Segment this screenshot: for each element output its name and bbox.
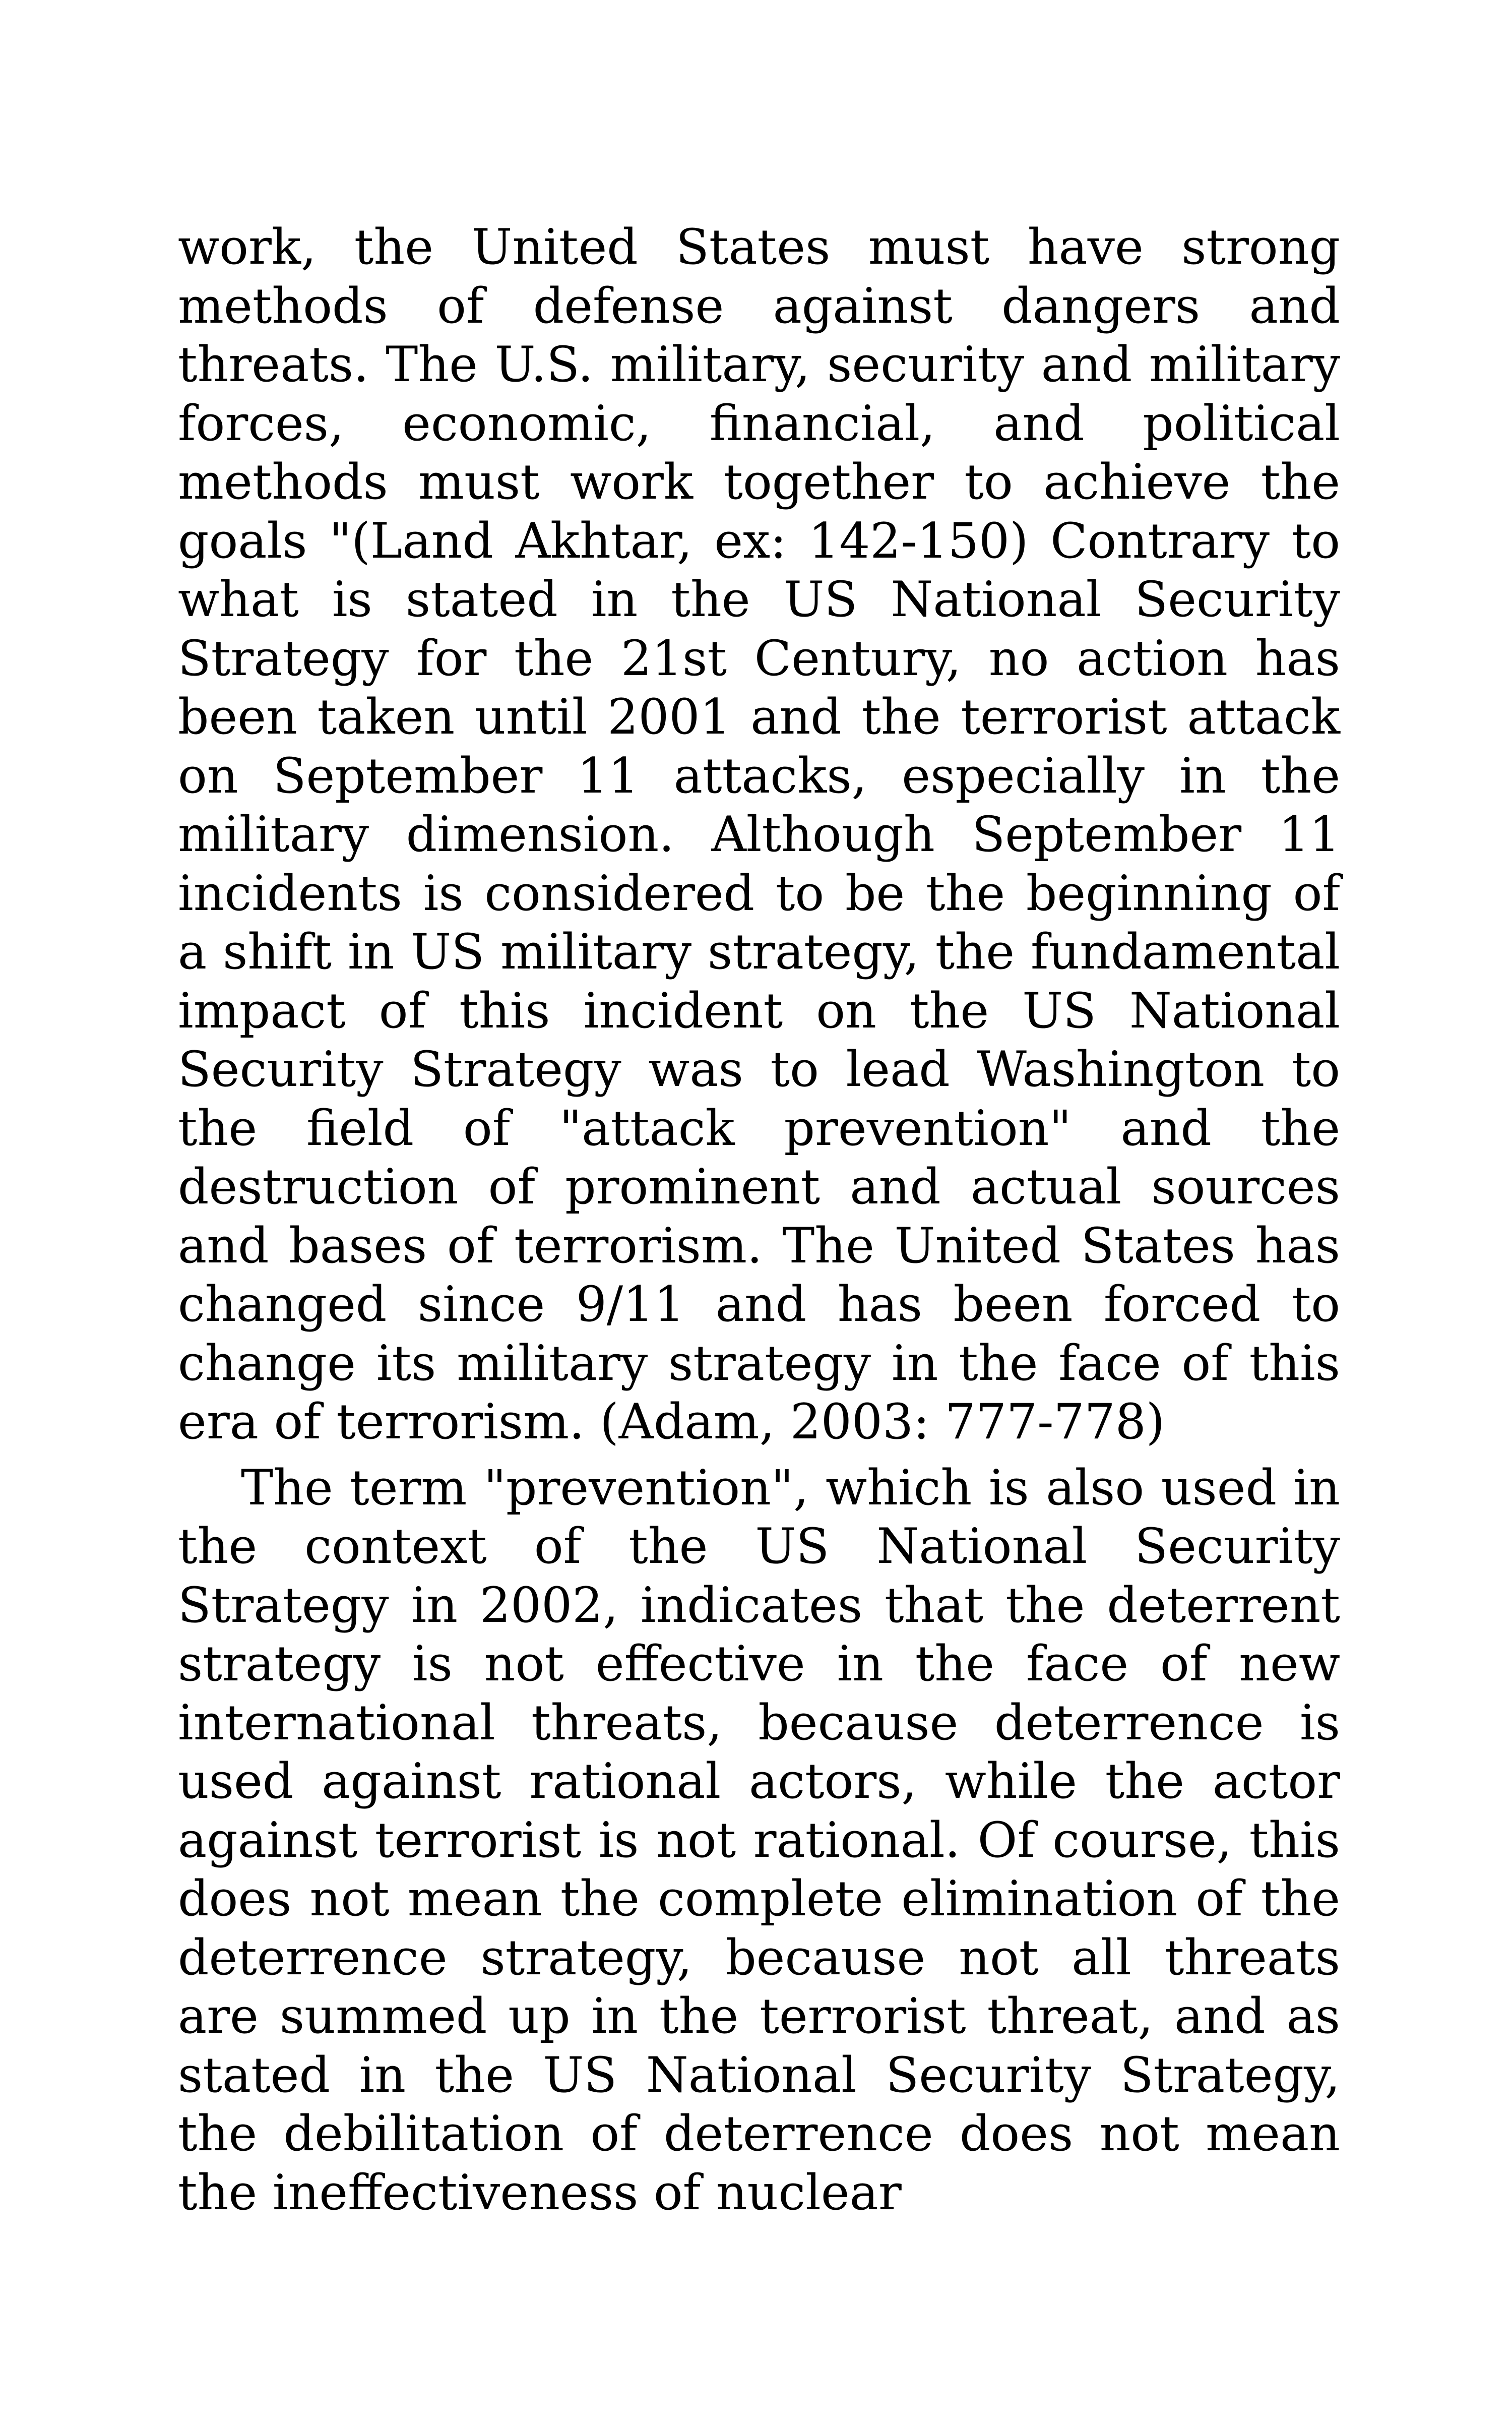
paragraph-prevention: The term "prevention", which is also used in the context of the US National Security Strategy in 2002, indicates that the deterrent strategy is not effective in the face of new international threats, because deterrence is used against rational actors, while the actor against terrorist is not rational. Of course, this does not mean the complete elimination of the deterrence strategy, because not all threats are summed up in the terrorist threat, and as stated in the US National Security Strategy, the debilitation of deterrence does not mean the ineffectiveness of nuclear bbox=[178, 1459, 1340, 2221]
paragraph-continued: work, the United States must have strong methods of defense against dangers and threats. The U.S. military, security and military forces, economic, financial, and political methods must work together to achieve the goals "(Land Akhtar, ex: 142-150) Contrary to what is stated in the US National Security Strategy for the 21st Century, no action has been taken until 2001 and the terrorist attack on September 11 attacks, especially in the military dimension. Although September 11 incidents is considered to be the beginning of a shift in US military strategy, the fundamental impact of this incident on the US National Security Strategy was to lead Washington to the field of "attack prevention" and the destruction of prominent and actual sources and bases of terrorism. The United States has changed since 9/11 and has been forced to change its military strategy in the face of this era of terrorism. (Adam, 2003: 777-778) bbox=[178, 219, 1340, 1450]
body-text bbox=[178, 218, 1340, 2222]
